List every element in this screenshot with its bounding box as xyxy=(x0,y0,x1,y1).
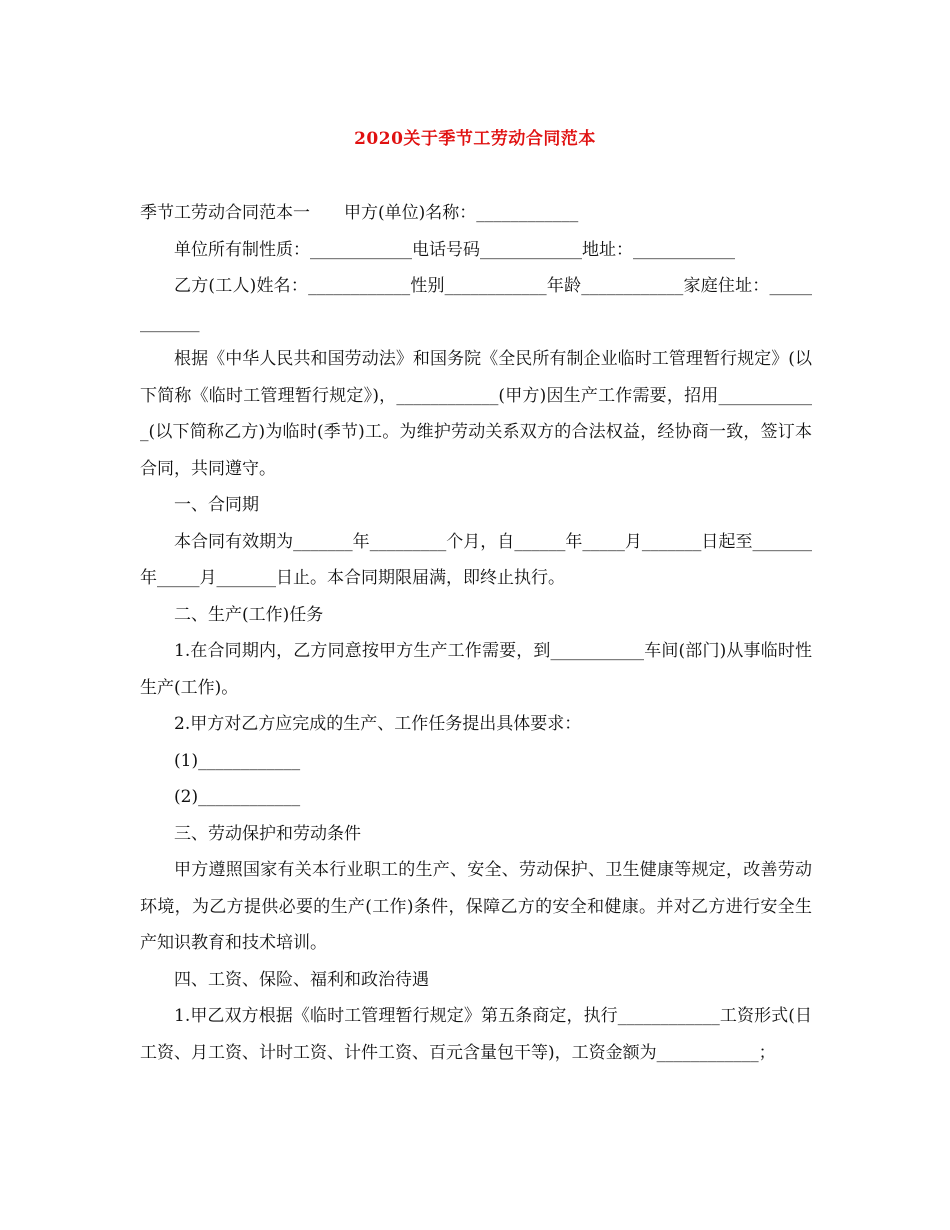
section-heading-term: 一、合同期 xyxy=(174,495,259,515)
document-title: 2020关于季节工劳动合同范本 xyxy=(354,129,596,149)
employer-info-line: 单位所有制性质：____________电话号码____________地址：____________ xyxy=(174,239,735,260)
section-heading-wages: 四、工资、保险、福利和政治待遇 xyxy=(174,969,429,990)
preamble-paragraph: 根据《中华人民共和国劳动法》和国务院《全民所有制企业临时工管理暂行规定》(以下简称《临时工管理暂行规定》)，____________(甲方)因生产工作需要，招用____________(以下简称乙方)为临时(季节)工。为维护劳动关系双方的合法权益，经协商一致，签订本合同，共同遵守。 xyxy=(140,349,812,479)
requirement-item-1: (1)____________ xyxy=(174,750,301,771)
section-heading-task: 二、生产(工作)任务 xyxy=(174,604,324,625)
task-item-1: 1.在合同期内，乙方同意按甲方生产工作需要，到___________车间(部门)从事临时性生产(工作)。 xyxy=(140,641,812,698)
term-paragraph: 本合同有效期为_______年_________个月，自______年_____月_______日起至_______年_____月_______日止。本合同期限届满，即终止执行。 xyxy=(140,531,812,588)
protection-paragraph: 甲方遵照国家有关本行业职工的生产、安全、劳动保护、卫生健康等规定，改善劳动环境，为乙方提供必要的生产(工作)条件，保障乙方的安全和健康。并对乙方进行安全生产知识教育和技术培训。 xyxy=(140,860,812,953)
contract-header-line: 季节工劳动合同范本一 甲方(单位)名称：____________ xyxy=(140,203,579,223)
task-item-2: 2.甲方对乙方应完成的生产、工作任务提出具体要求： xyxy=(174,714,582,734)
wages-item-1: 1.甲乙双方根据《临时工管理暂行规定》第五条商定，执行____________工资形式(日工资、月工资、计时工资、计件工资、百元含量包干等)，工资金额为____________； xyxy=(140,1006,812,1063)
requirement-item-2: (2)____________ xyxy=(174,787,301,807)
section-heading-protection: 三、劳动保护和劳动条件 xyxy=(174,823,361,844)
document-body xyxy=(140,195,812,1071)
worker-info-line: 乙方(工人)姓名：____________性别____________年龄____________家庭住址：____________ xyxy=(140,276,812,333)
